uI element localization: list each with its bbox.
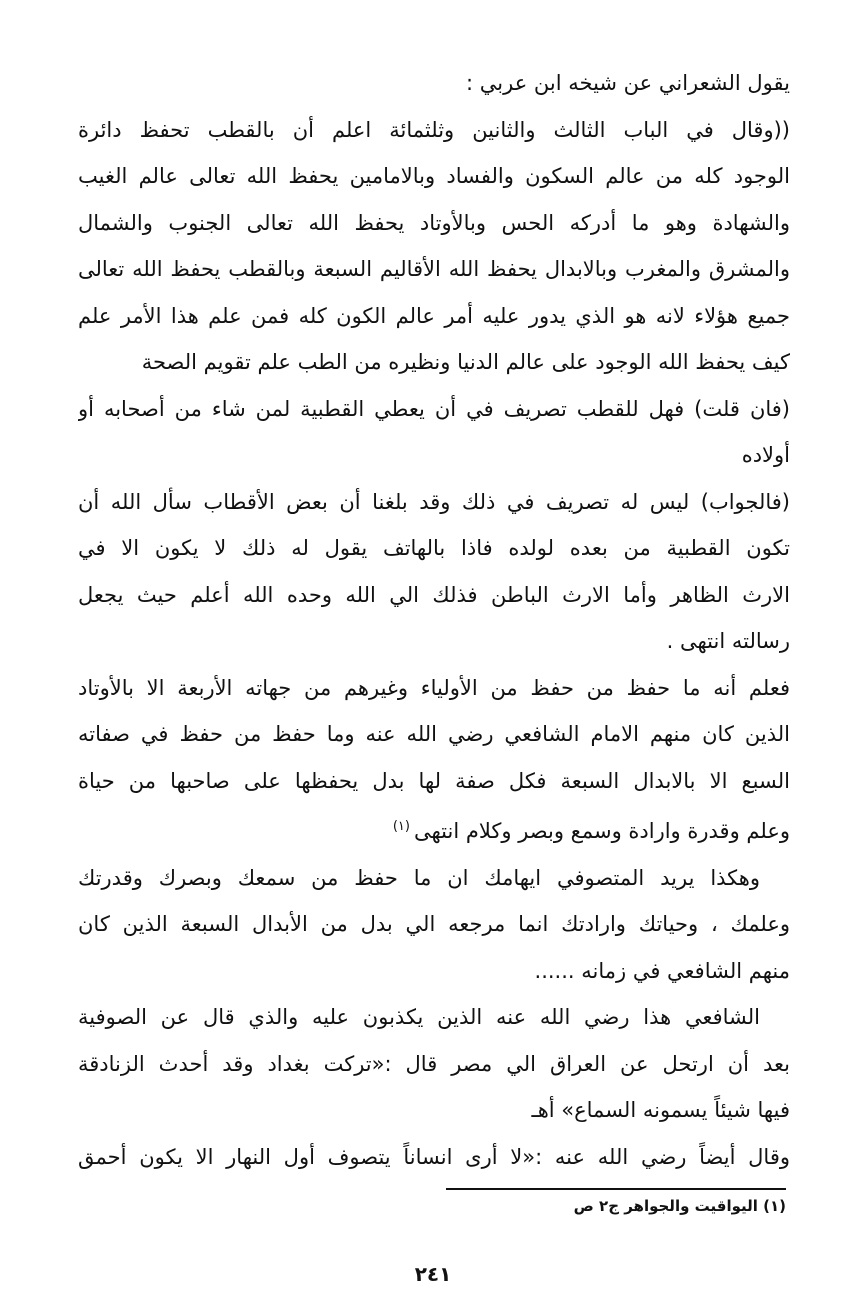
text-line: الشافعي هذا رضي الله عنه الذين يكذبون عليه والذي قال عن الصوفية [78, 1005, 760, 1029]
text-line: وقال أيضاً رضي الله عنه :«لا أرى انساناً يتصوف أول النهار الا يكون أحمق [78, 1144, 790, 1169]
text-line: فعلم أنه ما حفظ من حفظ من الأولياء وغيرهم من جهاته الأربعة الا بالأوتاد [78, 675, 790, 700]
page-number: ٢٤١ [414, 1262, 452, 1286]
text-line: الوجود كله من عالم السكون والفساد وبالامامين يحفظ الله تعالى عالم الغيب [78, 164, 790, 188]
text-line: أولاده [741, 443, 790, 467]
text-line: (فالجواب) ليس له تصريف في ذلك وقد بلغنا أن بعض الأقطاب سأل الله أن [78, 489, 790, 514]
footnote-marker: (١) [392, 819, 410, 834]
text-line: السبع الا بالابدال السبعة فكل صفة لها بدل يحفظها على صاحبها من حياة [78, 768, 790, 793]
text-line: تكون القطبية من بعده لولده فاذا بالهاتف يقول له ذلك لا يكون الا في [78, 536, 790, 560]
text-line: الارث الظاهر وأما الارث الباطن فذلك الي الله وحده الله أعلم حيث يجعل [78, 582, 790, 607]
text-line-with-footnote [78, 804, 790, 855]
text-line: رسالته انتهى . [666, 629, 790, 653]
text-line: والمشرق والمغرب وبالابدال يحفظ الله الأقاليم السبعة وبالقطب يحفظ الله تعالى [78, 257, 790, 281]
text-line: يقول الشعراني عن شيخه ابن عربي : [466, 71, 790, 95]
footnote: (١) اليواقيت والجواهر ج٢ ص [573, 1197, 786, 1215]
text-line: بعد أن ارتحل عن العراق الي مصر قال :«تركت بغداد وقد أحدث الزنادقة [78, 1051, 790, 1076]
text-line: كيف يحفظ الله الوجود على عالم الدنيا ونظيره من الطب علم تقويم الصحة [141, 350, 790, 374]
body-text [78, 60, 790, 1180]
text-line-content: وعلم وقدرة وارادة وسمع وبصر وكلام انتهى [413, 819, 790, 843]
text-line: وهكذا يريد المتصوفي ايهامك ان ما حفظ من سمعك وبصرك وقدرتك [78, 865, 760, 890]
text-line: منهم الشافعي في زمانه ...... [534, 958, 790, 983]
text-line: الذين كان منهم الامام الشافعي رضي الله عنه وما حفظ من حفظ في صفاته [78, 722, 790, 746]
text-line: (فان قلت) فهل للقطب تصريف في أن يعطي القطبية لمن شاء من أصحابه أو [78, 396, 790, 421]
text-line: فيها شيئاً يسمونه السماع» أهـ [531, 1098, 790, 1122]
text-line: وعلمك ، وحياتك وارادتك انما مرجعه الي بدل من الأبدال السبعة الذين كان [78, 912, 790, 936]
text-line: ((وقال في الباب الثالث والثانين وثلثمائة اعلم أن بالقطب تحفظ دائرة [78, 117, 790, 142]
text-line: والشهادة وهو ما أدركه الحس وبالأوتاد يحفظ الله تعالى الجنوب والشمال [78, 210, 790, 235]
text-line: جميع هؤلاء لانه هو الذي يدور عليه أمر عالم الكون كله فمن علم هذا الأمر علم [78, 303, 790, 328]
footnote-separator [446, 1188, 786, 1190]
